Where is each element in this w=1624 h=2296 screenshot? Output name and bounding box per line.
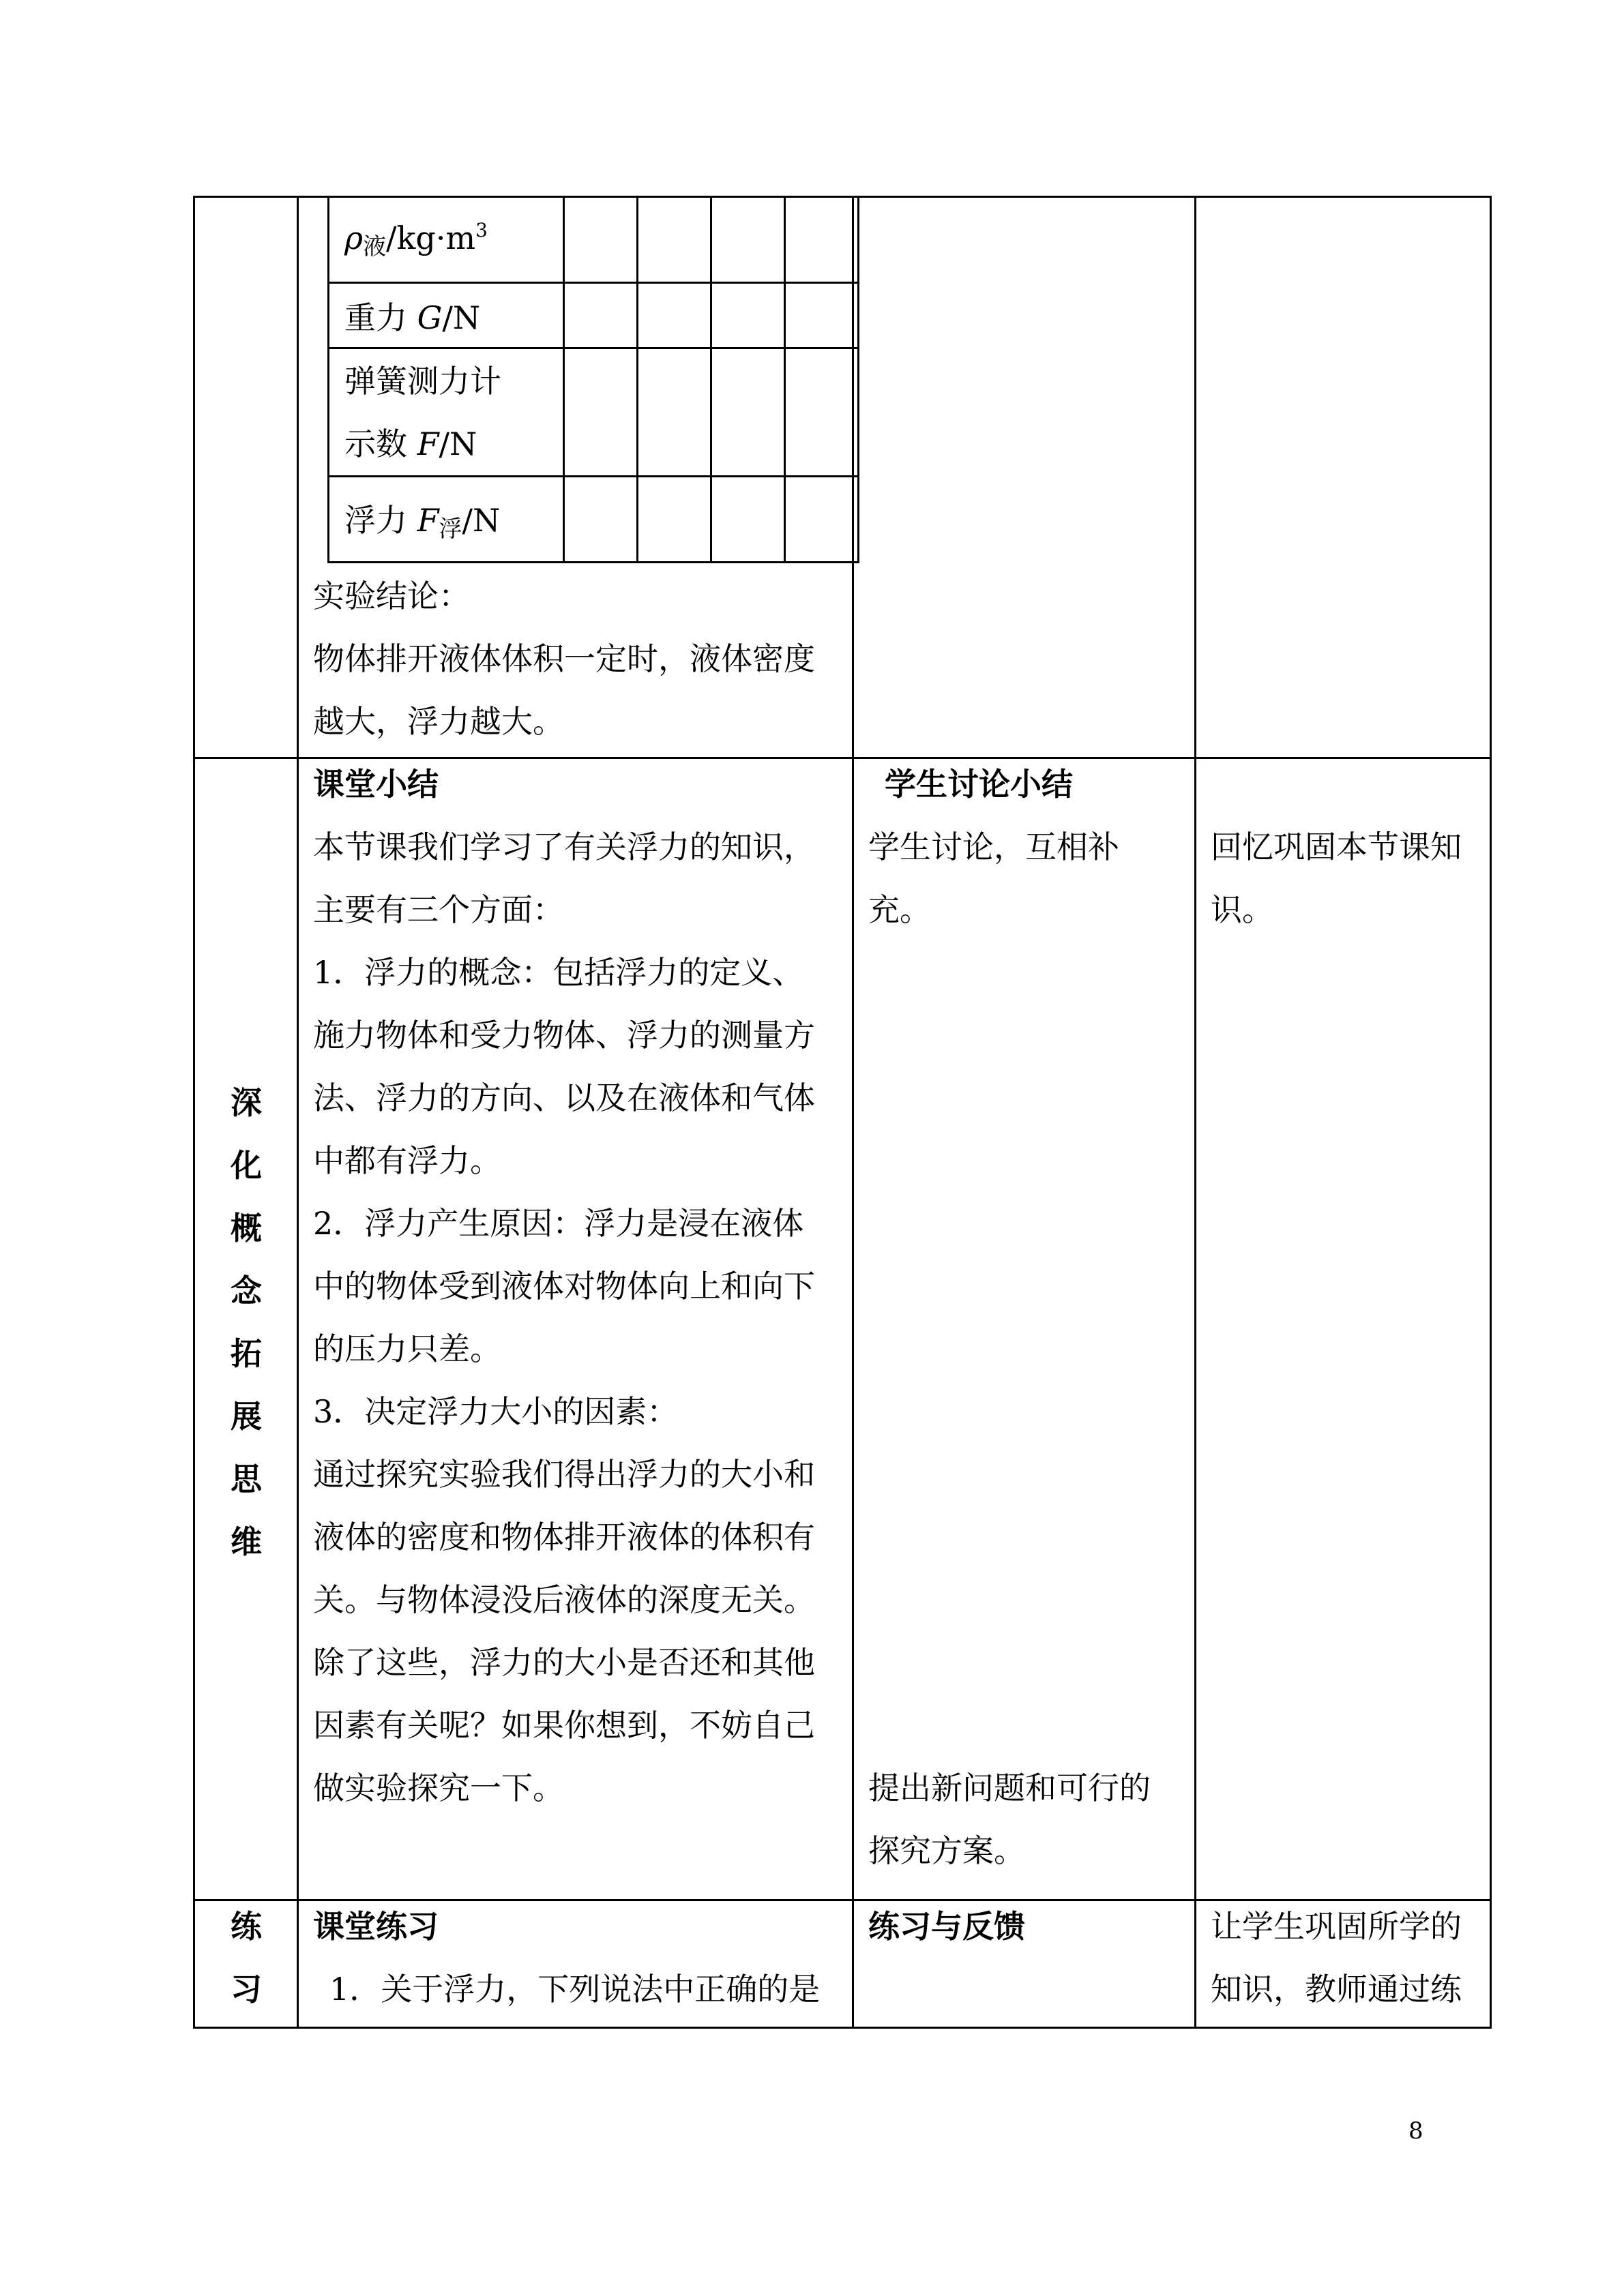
table-row <box>329 348 859 477</box>
summary-line: 通过探究实验我们得出浮力的大小和 <box>313 1456 815 1493</box>
summary-line: 1．浮力的概念：包括浮力的定义、 <box>313 954 804 991</box>
table-cell <box>638 283 711 348</box>
student-question-line-2: 探究方案。 <box>868 1832 1025 1869</box>
summary-line: 本节课我们学习了有关浮力的知识， <box>313 829 815 865</box>
table-row <box>329 283 859 348</box>
student-discussion-line-2: 充。 <box>868 891 931 928</box>
stage-label-deepen: 深 化 概 念 拓 展 思 维 <box>231 1084 262 1560</box>
summary-line: 中的物体受到液体对物体向上和向下 <box>313 1268 815 1304</box>
conclusion-line-2: 越大，浮力越大。 <box>313 703 564 740</box>
spring-scale-label-line2: 示数 F/N <box>344 425 477 462</box>
conclusion-title: 实验结论： <box>313 578 470 614</box>
summary-line: 关。与物体浸没后液体的深度无关。 <box>313 1581 815 1618</box>
table-cell <box>564 477 638 563</box>
table-cell <box>711 477 785 563</box>
table-row <box>329 477 859 563</box>
summary-line: 液体的密度和物体排开液体的体积有 <box>313 1519 815 1555</box>
summary-line: 法、浮力的方向、以及在液体和气体 <box>313 1079 815 1116</box>
gravity-label: 重力 G/N <box>329 283 564 348</box>
summary-line: 做实验探究一下。 <box>313 1770 564 1806</box>
table-cell <box>638 197 711 283</box>
column-divider-3 <box>1194 196 1196 2029</box>
practice-title: 课堂练习 <box>313 1908 439 1945</box>
practice-question-1: 1．关于浮力，下列说法中正确的是 <box>329 1971 821 2008</box>
table-cell <box>564 348 638 477</box>
table-cell <box>785 197 859 283</box>
table-left-border <box>193 196 195 2029</box>
experiment-data-table <box>327 196 859 563</box>
page-number: 8 <box>1408 2117 1423 2145</box>
student-question-line-1: 提出新问题和可行的 <box>868 1770 1151 1806</box>
table-right-border <box>1490 196 1492 2029</box>
table-cell <box>785 477 859 563</box>
row-divider-2 <box>193 1899 1492 1901</box>
summary-line: 3．决定浮力大小的因素： <box>313 1393 679 1430</box>
spring-scale-label-line1: 弹簧测力计 <box>344 362 501 400</box>
student-discussion-title: 学生讨论小结 <box>885 766 1073 803</box>
summary-line: 2．浮力产生原因：浮力是浸在液体 <box>313 1205 804 1242</box>
density-label: $\rho_液/kg\cdot m^3$ <box>329 197 564 283</box>
table-cell <box>785 348 859 477</box>
table-cell <box>638 348 711 477</box>
table-cell <box>711 197 785 283</box>
table-cell <box>564 197 638 283</box>
intent-line-2: 识。 <box>1211 891 1273 928</box>
table-cell <box>711 283 785 348</box>
summary-line: 主要有三个方面： <box>313 891 564 928</box>
row-divider-1 <box>193 757 1492 759</box>
summary-content <box>313 831 845 1835</box>
stage-label-practice: 练 习 <box>231 1908 262 2008</box>
summary-title: 课堂小结 <box>313 766 439 803</box>
practice-intent-line-2: 知识，教师通过练 <box>1211 1971 1462 2008</box>
summary-line: 中都有浮力。 <box>313 1142 501 1179</box>
feedback-title: 练习与反馈 <box>868 1908 1025 1945</box>
table-cell <box>564 283 638 348</box>
student-discussion-line-1: 学生讨论，互相补 <box>868 829 1119 865</box>
summary-line: 除了这些，浮力的大小是否还和其他 <box>313 1644 815 1681</box>
summary-line: 因素有关呢？如果你想到，不妨自己 <box>313 1707 815 1744</box>
intent-line-1: 回忆巩固本节课知 <box>1211 829 1462 865</box>
conclusion-line-1: 物体排开液体体积一定时，液体密度 <box>313 640 815 677</box>
table-cell <box>785 283 859 348</box>
buoyancy-label: 浮力 $F_浮/N$ <box>329 477 564 563</box>
column-divider-1 <box>297 196 299 2029</box>
spring-scale-label <box>329 348 564 477</box>
summary-line: 的压力只差。 <box>313 1330 501 1367</box>
summary-line: 施力物体和受力物体、浮力的测量方 <box>313 1017 815 1054</box>
table-cell <box>638 477 711 563</box>
table-bottom-border <box>193 2027 1492 2029</box>
table-cell <box>711 348 785 477</box>
table-row <box>329 197 859 283</box>
practice-intent-line-1: 让学生巩固所学的 <box>1211 1908 1462 1945</box>
